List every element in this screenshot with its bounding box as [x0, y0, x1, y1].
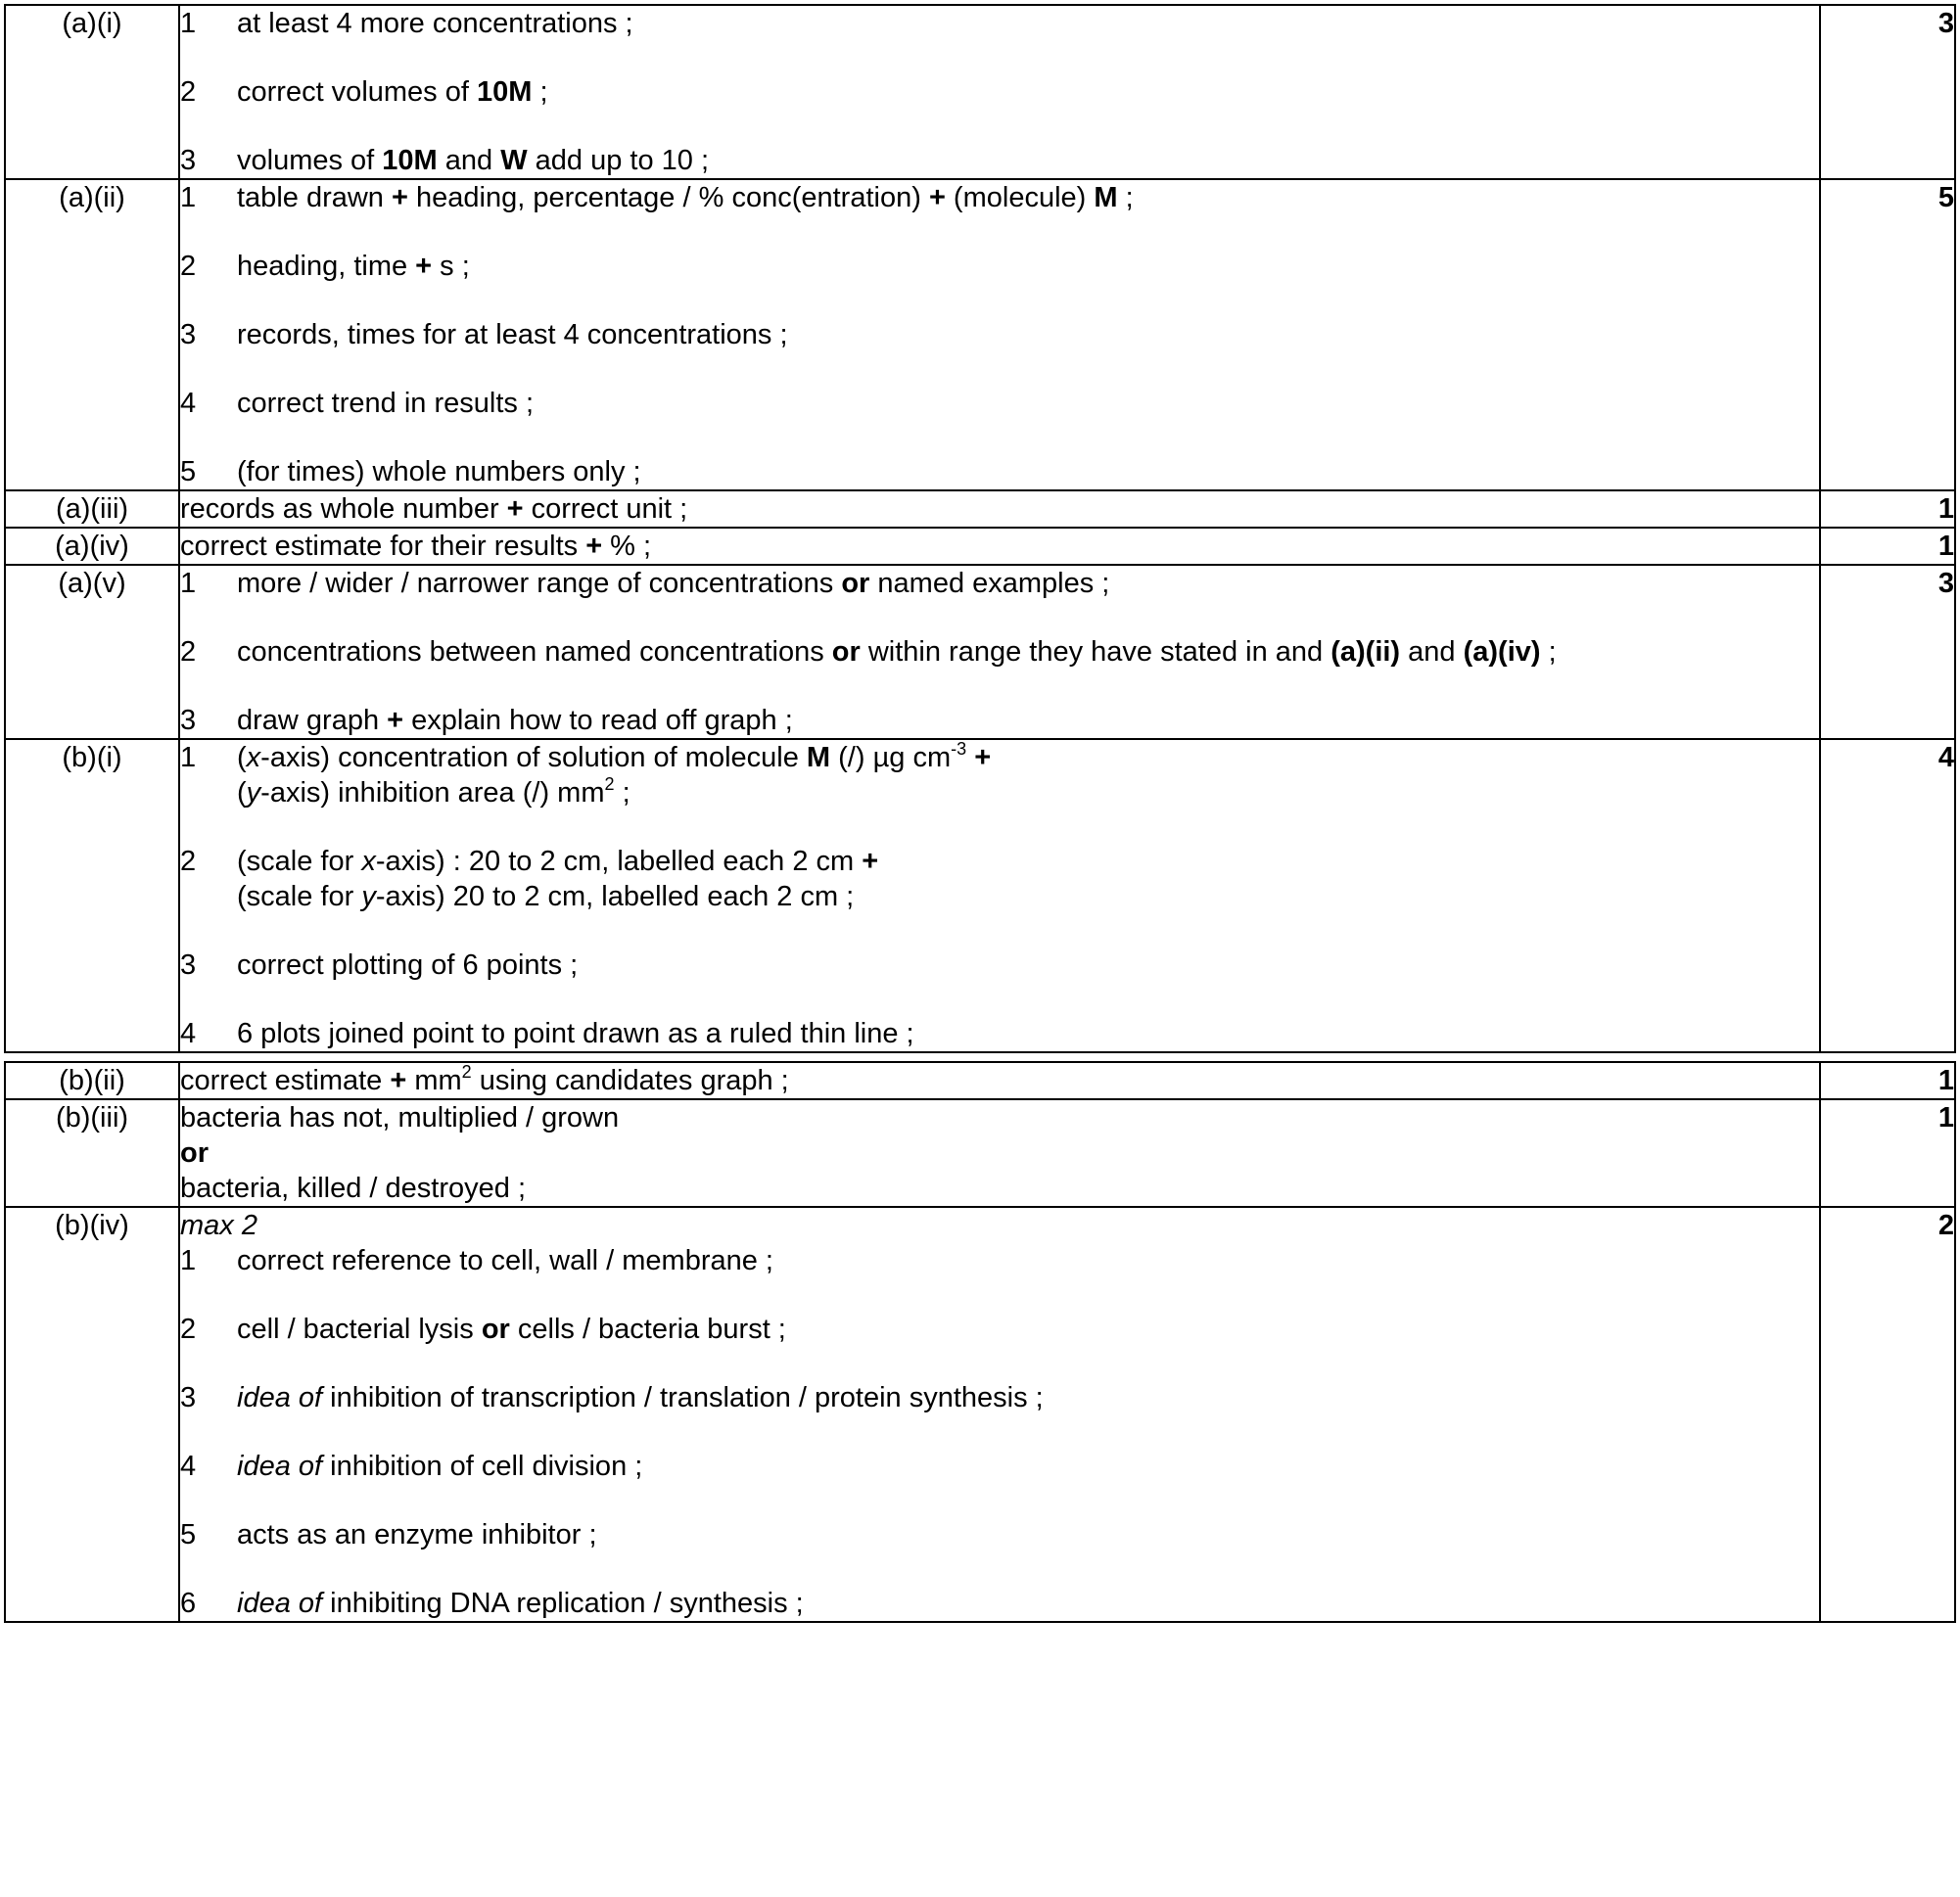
question-number: (b)(i)	[5, 739, 179, 1052]
question-number: (b)(ii)	[5, 1062, 179, 1099]
marks: 3	[1820, 5, 1955, 179]
table-separator	[4, 1053, 1956, 1061]
marks: 2	[1820, 1207, 1955, 1622]
question-number: (a)(iv)	[5, 528, 179, 565]
list-item: 1 table drawn + heading, percentage / % conc(entration) + (molecule) M ;	[180, 182, 1134, 213]
answer-cell: correct estimate for their results + % ;	[179, 528, 1820, 565]
list-item: 3 correct plotting of 6 points ;	[180, 949, 579, 981]
list-item: 3 records, times for at least 4 concentrations ;	[180, 319, 788, 350]
table-row	[5, 1099, 1955, 1207]
question-number: (b)(iii)	[5, 1099, 179, 1207]
table-row	[5, 490, 1955, 528]
mark-scheme-table-part-1	[4, 4, 1956, 1053]
answer-cell	[179, 1207, 1820, 1622]
table-row	[5, 5, 1955, 179]
answer-cell: records as whole number + correct unit ;	[179, 490, 1820, 528]
question-number: (a)(i)	[5, 5, 179, 179]
mark-scheme	[4, 4, 1956, 1623]
mark-scheme-table-part-2	[4, 1061, 1956, 1623]
list-item: 4 6 plots joined point to point drawn as a ruled thin line ;	[180, 1018, 914, 1049]
table-row	[5, 739, 1955, 1052]
answer-cell	[179, 5, 1820, 179]
list-item: 4 correct trend in results ;	[180, 388, 534, 419]
table-row	[5, 179, 1955, 490]
answer-cell: bacteria has not, multiplied / grown or bacteria, killed / destroyed ;	[179, 1099, 1820, 1207]
list-item: 3 idea of inhibition of transcription / translation / protein synthesis ;	[180, 1382, 1044, 1413]
list-item: 2 heading, time + s ;	[180, 251, 470, 282]
table-row	[5, 528, 1955, 565]
answer-cell	[179, 179, 1820, 490]
list-item: 1 more / wider / narrower range of concentrations or named examples ;	[180, 568, 1110, 599]
list-item: 6 idea of inhibiting DNA replication / synthesis ;	[180, 1588, 804, 1619]
question-number: (a)(v)	[5, 565, 179, 739]
list-item: 2 correct volumes of 10M ;	[180, 76, 548, 108]
list-item: 5 (for times) whole numbers only ;	[180, 456, 641, 487]
list-item: 1 (x-axis) concentration of solution of molecule M (/) µg $cm^{-3}$ + (y-axis) inhibition area (/) $mm^2$ ;	[180, 739, 992, 809]
marks: 4	[1820, 739, 1955, 1052]
list-item: 1 correct reference to cell, wall / membrane ;	[180, 1245, 773, 1276]
answer-cell	[179, 565, 1820, 739]
table-row	[5, 1062, 1955, 1099]
question-number: (a)(iii)	[5, 490, 179, 528]
list-item: 3 draw graph + explain how to read off graph ;	[180, 705, 793, 736]
marks: 3	[1820, 565, 1955, 739]
list-item: 2 (scale for x-axis) : 20 to 2 cm, labelled each 2 cm + (scale for y-axis) 20 to 2 cm, labelled each 2 cm ;	[180, 846, 879, 912]
marks: 5	[1820, 179, 1955, 490]
table-row	[5, 565, 1955, 739]
list-item: 5 acts as an enzyme inhibitor ;	[180, 1519, 597, 1550]
list-item: 3 volumes of 10M and W add up to 10 ;	[180, 145, 710, 176]
list-item: 2 cell / bacterial lysis or cells / bacteria burst ;	[180, 1314, 786, 1345]
answer-cell	[179, 739, 1820, 1052]
list-item: 4 idea of inhibition of cell division ;	[180, 1451, 643, 1482]
marks: 1	[1820, 528, 1955, 565]
list-item: 1 at least 4 more concentrations ;	[180, 8, 633, 39]
list-item: 2 concentrations between named concentrations or within range they have stated in and (a)(ii) and (a)(iv) ;	[180, 636, 1557, 668]
question-number: (b)(iv)	[5, 1207, 179, 1622]
marks: 1	[1820, 1099, 1955, 1207]
max-marks-note: max 2	[180, 1210, 257, 1241]
question-number: (a)(ii)	[5, 179, 179, 490]
marks: 1	[1820, 1062, 1955, 1099]
marks: 1	[1820, 490, 1955, 528]
answer-cell: correct estimate + $mm^2$ using candidates graph ;	[179, 1062, 1820, 1099]
table-row	[5, 1207, 1955, 1622]
